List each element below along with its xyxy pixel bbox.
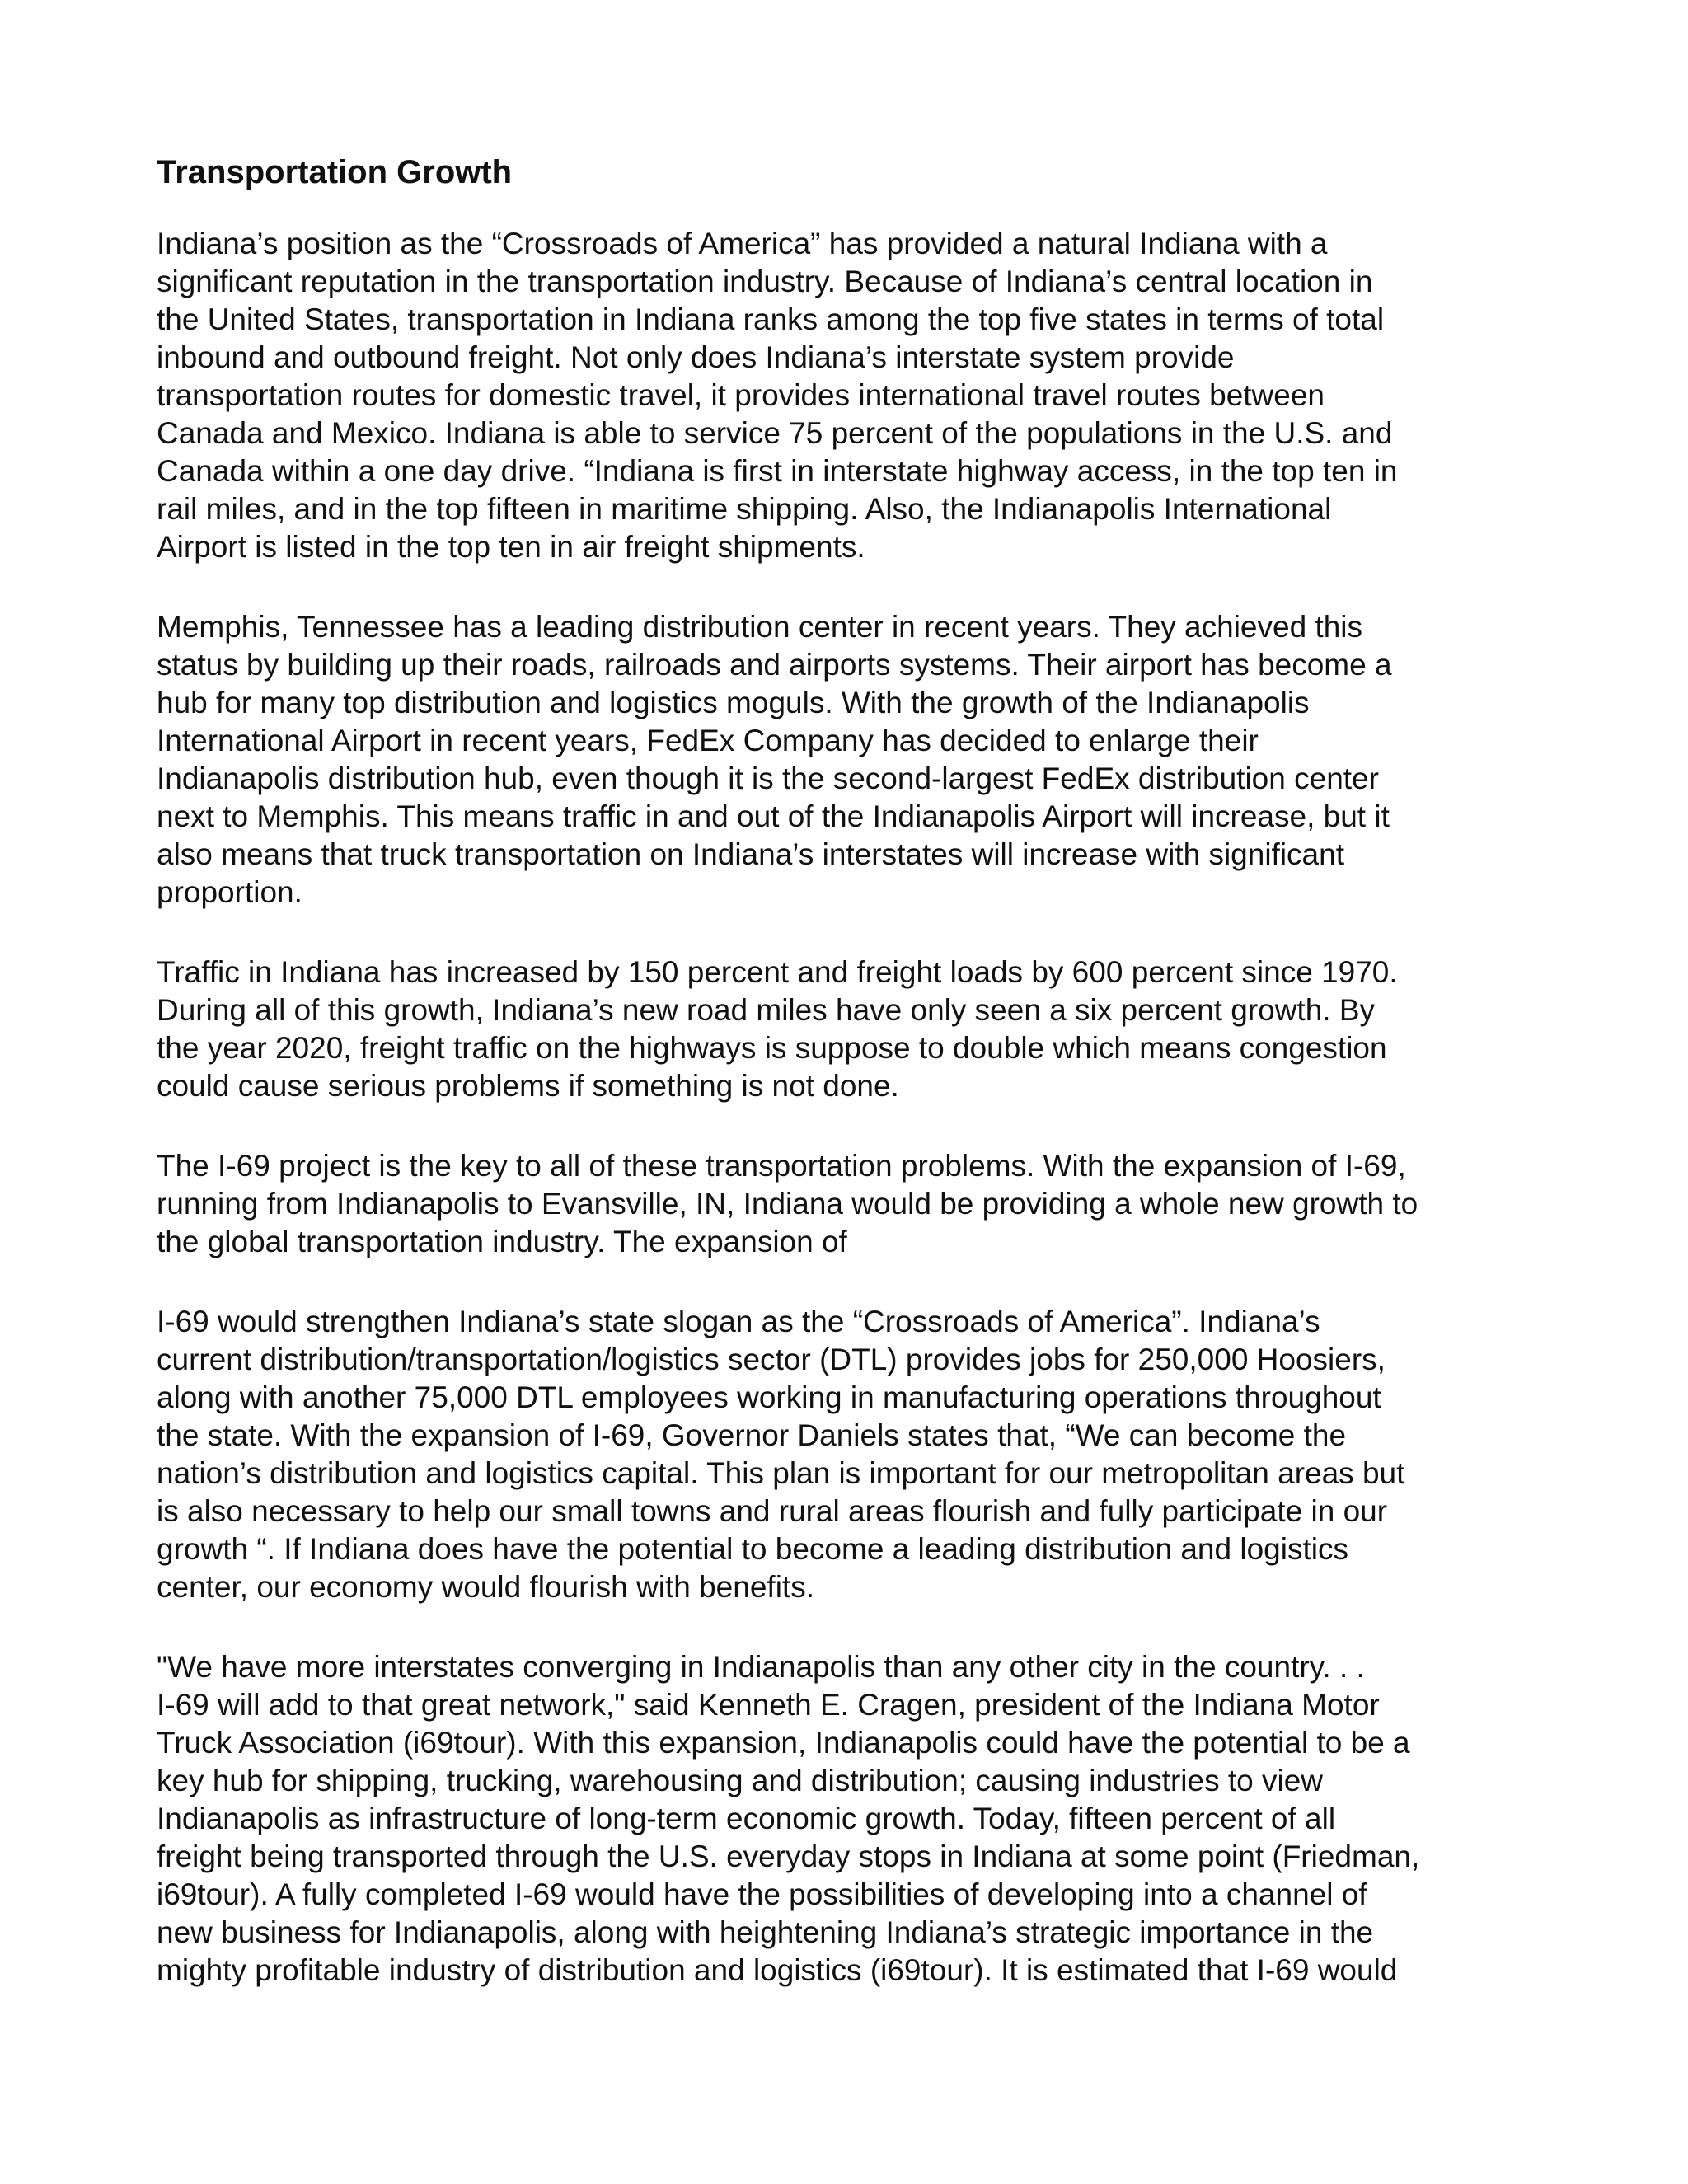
text-line: the United States, transportation in Indiana ranks among the top five states in terms of total <box>157 302 1385 336</box>
paragraph-2 <box>157 608 1558 912</box>
text-line: also means that truck transportation on Indiana’s interstates will increase with significant <box>157 837 1344 871</box>
text-line: International Airport in recent years, FedEx Company has decided to enlarge their <box>157 724 1259 757</box>
text-line: nation’s distribution and logistics capital. This plan is important for our metropolitan areas but <box>157 1456 1405 1490</box>
text-line: could cause serious problems if something is not done. <box>157 1069 899 1103</box>
text-line: freight being transported through the U.S. everyday stops in Indiana at some point (Friedman, <box>157 1840 1420 1873</box>
text-line: significant reputation in the transportation industry. Because of Indiana’s central location in <box>157 265 1373 298</box>
text-line: Traffic in Indiana has increased by 150 percent and freight loads by 600 percent since 1970. <box>157 955 1398 989</box>
text-line: the year 2020, freight traffic on the highways is suppose to double which means congestion <box>157 1031 1387 1065</box>
document-body <box>157 152 1558 2032</box>
text-line: is also necessary to help our small towns and rural areas flourish and fully participate in our <box>157 1494 1388 1528</box>
text-line: "We have more interstates converging in Indianapolis than any other city in the country. . . <box>157 1650 1365 1684</box>
text-line: the state. With the expansion of I-69, Governor Daniels states that, “We can become the <box>157 1418 1347 1452</box>
text-line: current distribution/transportation/logistics sector (DTL) provides jobs for 250,000 Hoosiers, <box>157 1343 1386 1376</box>
paragraph-6 <box>157 1648 1558 1990</box>
text-line: Indiana’s position as the “Crossroads of America” has provided a natural Indiana with a <box>157 227 1328 260</box>
text-line: I-69 will add to that great network," said Kenneth E. Cragen, president of the Indiana Motor <box>157 1688 1380 1722</box>
text-line: inbound and outbound freight. Not only does Indiana’s interstate system provide <box>157 340 1235 374</box>
text-line: The I-69 project is the key to all of these transportation problems. With the expansion of I-69, <box>157 1149 1406 1183</box>
text-line: proportion. <box>157 875 302 909</box>
text-line: the global transportation industry. The expansion of <box>157 1225 847 1258</box>
text-line: mighty profitable industry of distribution and logistics (i69tour). It is estimated that I-69 would <box>157 1953 1398 1987</box>
text-line: growth “. If Indiana does have the potential to become a leading distribution and logistics <box>157 1532 1348 1566</box>
text-line: new business for Indianapolis, along with heightening Indiana’s strategic importance in the <box>157 1915 1374 1949</box>
document-title: Transportation Growth <box>157 154 513 190</box>
text-line: rail miles, and in the top fifteen in maritime shipping. Also, the Indianapolis International <box>157 492 1332 526</box>
text-line: status by building up their roads, railroads and airports systems. Their airport has become a <box>157 648 1392 682</box>
text-line: hub for many top distribution and logistics moguls. With the growth of the Indianapolis <box>157 686 1310 719</box>
paragraph-4 <box>157 1147 1558 1261</box>
text-line: Indianapolis distribution hub, even though it is the second-largest FedEx distribution center <box>157 762 1379 795</box>
text-line: Indianapolis as infrastructure of long-term economic growth. Today, fifteen percent of all <box>157 1802 1336 1835</box>
text-line: key hub for shipping, trucking, warehousing and distribution; causing industries to view <box>157 1764 1324 1797</box>
text-line: Memphis, Tennessee has a leading distribution center in recent years. They achieved this <box>157 610 1363 644</box>
text-line: Canada and Mexico. Indiana is able to service 75 percent of the populations in the U.S. and <box>157 416 1393 450</box>
text-line: Airport is listed in the top ten in air freight shipments. <box>157 530 865 564</box>
text-line: I-69 would strengthen Indiana’s state slogan as the “Crossroads of America”. Indiana’s <box>157 1305 1320 1338</box>
text-line: running from Indianapolis to Evansville, IN, Indiana would be providing a whole new growth to <box>157 1187 1418 1221</box>
text-line: During all of this growth, Indiana’s new road miles have only seen a six percent growth. By <box>157 993 1376 1027</box>
text-line: center, our economy would flourish with benefits. <box>157 1570 814 1604</box>
text-line: Truck Association (i69tour). With this expansion, Indianapolis could have the potential to be a <box>157 1726 1410 1760</box>
paragraph-5 <box>157 1303 1558 1606</box>
text-line: transportation routes for domestic travel, it provides international travel routes between <box>157 378 1325 412</box>
text-line: along with another 75,000 DTL employees working in manufacturing operations throughout <box>157 1380 1381 1414</box>
paragraph-3 <box>157 954 1558 1105</box>
text-line: i69tour). A fully completed I-69 would have the possibilities of developing into a channel of <box>157 1877 1367 1911</box>
text-line: Canada within a one day drive. “Indiana is first in interstate highway access, in the top ten in <box>157 454 1398 488</box>
text-line: next to Memphis. This means traffic in and out of the Indianapolis Airport will increase, but it <box>157 799 1390 833</box>
paragraph-1 <box>157 225 1558 566</box>
